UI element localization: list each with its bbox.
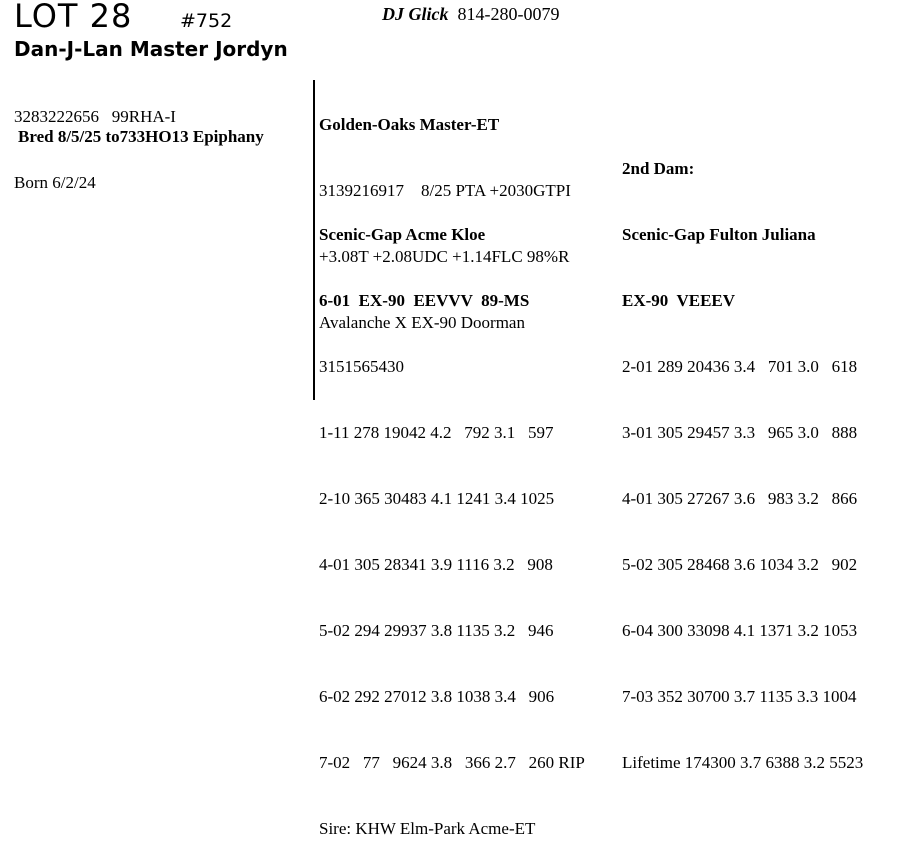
pedigree-divider bbox=[313, 80, 315, 400]
lot-number: #752 bbox=[180, 10, 233, 32]
sire-name: Golden-Oaks Master-ET bbox=[319, 115, 500, 134]
dam-record: 5-02 294 29937 3.8 1135 3.2 946 bbox=[319, 621, 554, 640]
second-dam-heading: 2nd Dam: bbox=[622, 159, 695, 178]
dam-record: 6-02 292 27012 3.8 1038 3.4 906 bbox=[319, 687, 555, 706]
second-dam-block bbox=[622, 114, 863, 796]
second-dam-record: 4-01 305 27267 3.6 983 3.2 866 bbox=[622, 489, 858, 508]
consignor-name: DJ Glick bbox=[382, 4, 449, 24]
consignor-contact bbox=[382, 3, 560, 25]
consignor-phone: 814-280-0079 bbox=[457, 4, 560, 24]
second-dam-name: Scenic-Gap Fulton Juliana bbox=[622, 225, 816, 244]
sire-proof-line: 3139216917 8/25 PTA +2030GTPI bbox=[319, 181, 571, 200]
dam-record: 7-02 77 9624 3.8 366 2.7 260 RIP bbox=[319, 753, 585, 772]
second-dam-record: 6-04 300 33098 4.1 1371 3.2 1053 bbox=[622, 621, 858, 640]
dam-record: 4-01 305 28341 3.9 1116 3.2 908 bbox=[319, 555, 553, 574]
bred-info: Bred 8/5/25 to733HO13 Epiphany bbox=[18, 127, 264, 146]
animal-name: Dan-J-Lan Master Jordyn bbox=[14, 37, 288, 61]
second-dam-record: 3-01 305 29457 3.3 965 3.0 888 bbox=[622, 423, 858, 442]
sire-pedigree-line: Avalanche X EX-90 Doorman bbox=[319, 313, 525, 332]
second-dam-record: 5-02 305 28468 3.6 1034 3.2 902 bbox=[622, 555, 858, 574]
birth-date: Born 6/2/24 bbox=[14, 173, 96, 192]
second-dam-score: EX-90 VEEEV bbox=[622, 291, 736, 310]
second-dam-lifetime: Lifetime 174300 3.7 6388 3.2 5523 bbox=[622, 753, 864, 772]
second-dam-record: 7-03 352 30700 3.7 1135 3.3 1004 bbox=[622, 687, 857, 706]
dam-record: 2-10 365 30483 4.1 1241 3.4 1025 bbox=[319, 489, 555, 508]
dam-score: 6-01 EX-90 EEVVV 89-MS bbox=[319, 291, 530, 310]
lot-title: LOT 28 bbox=[14, 0, 133, 35]
dam-name: Scenic-Gap Acme Kloe bbox=[319, 225, 486, 244]
dam-block bbox=[319, 180, 585, 862]
second-dam-record: 2-01 289 20436 3.4 701 3.0 618 bbox=[622, 357, 858, 376]
registration-line: 3283222656 99RHA-I bbox=[14, 107, 176, 126]
dam-id: 3151565430 bbox=[319, 357, 404, 376]
sire-traits-line: +3.08T +2.08UDC +1.14FLC 98%R bbox=[319, 247, 570, 266]
dam-sire-line: Sire: KHW Elm-Park Acme-ET bbox=[319, 819, 536, 838]
dam-record: 1-11 278 19042 4.2 792 3.1 597 bbox=[319, 423, 554, 442]
